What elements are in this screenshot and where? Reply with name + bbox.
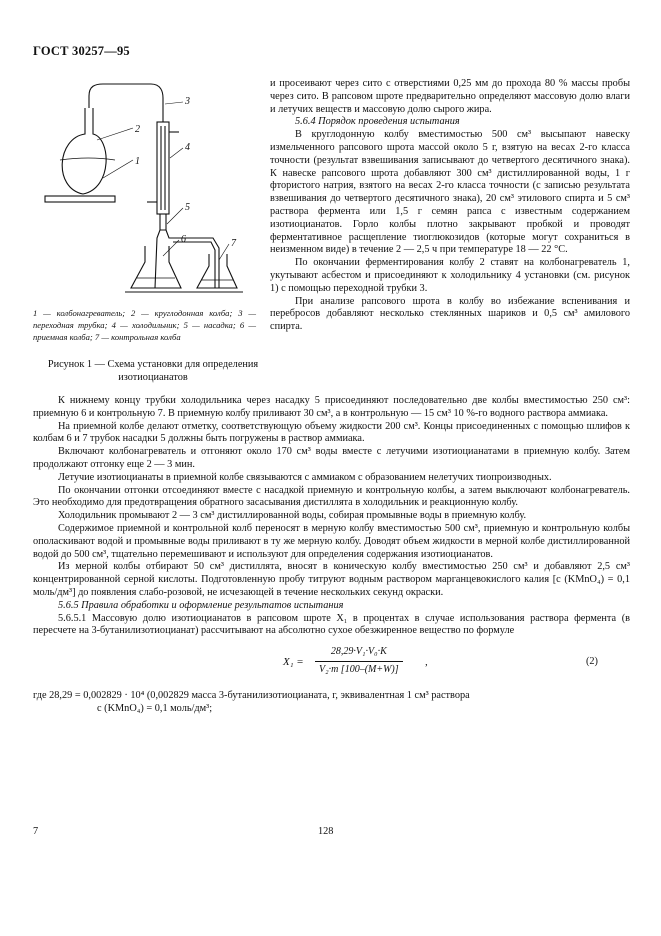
round-flask bbox=[62, 108, 106, 194]
paragraph: На приемной колбе делают отметку, соответствующую объему жидкости 200 см³. Концы присоединенных с помощью шлифов к колбам 6 и 7 трубок насадки 5 должны быть погружены в раствор аммиака. bbox=[33, 420, 630, 445]
section-heading: 5.6.4 Порядок проведения испытания bbox=[295, 116, 460, 128]
paragraph: Из мерной колбы отбирают 50 см³ дистиллята, вносят в коническую колбу вместимостью 250 см³ и добавляют 2,5 см³ концентрированной серной кислоты. Подготовленную пробу титруют водным раствором марганцевокислого калия [с (KMnO₄) = 0,1 моль/дм³] до появления слабо-розовой, не исчезающей в течение нескольких секунд окраски. bbox=[33, 561, 630, 598]
paragraph: и просеивают через сито с отверстиями 0,25 мм до прохода 80 % массы пробы через сито. В рапсовом шроте предварительно определяют массовую долю влаги и летучих веществ и массовую долю сырого жира. bbox=[270, 78, 630, 115]
transfer-tube bbox=[89, 84, 163, 122]
figure-label-5: 5 bbox=[185, 202, 190, 213]
paragraph: К нижнему концу трубки холодильника через насадку 5 присоединяют последовательно две колбы вместимостью 250 см³: приемную 6 и контрольную 7. В приемную колбу приливают 30 см³, а в контрольную — 15 см³ 10 %-го водного раствора аммиака. bbox=[33, 395, 630, 419]
paragraph: Холодильник промывают 2 — 3 см³ дистиллированной воды, собирая промывные воды в приемную колбу. bbox=[58, 510, 527, 522]
formula-denominator: V₂·m [100–(M+W)] bbox=[319, 663, 399, 675]
apparatus-figure bbox=[33, 78, 263, 310]
document-header: ГОСТ 30257—95 bbox=[33, 44, 130, 58]
adapter bbox=[155, 230, 160, 288]
section-heading: 5.6.5 Правила обработки и оформление результатов испытания bbox=[58, 599, 344, 611]
paragraph: По окончании отгонки отсоединяют вместе с насадкой приемную и контрольную колбы, а затем выключают колбонагреватель. Это необходимо для предотвращения обратного засасывания дистиллята в холодильник и реакционную колбу. bbox=[33, 484, 630, 509]
formula-explanation: с (KMnO₄) = 0,1 моль/дм³; bbox=[97, 702, 213, 714]
figure-caption: Рисунок 1 — Схема установки для определения изотиоцианатов bbox=[47, 359, 259, 383]
paragraph: По окончании ферментирования колбу 2 ставят на колбонагреватель 1, укутывают асбестом и присоединяют к холодильнику 4 установки (см. рисунок 1) с помощью переходной трубки 3. bbox=[270, 257, 630, 294]
figure-label-1: 1 bbox=[135, 156, 140, 167]
paragraph: Летучие изотиоцианаты в приемной колбе связываются с аммиаком с образованием нелетучих тиопроизводных. bbox=[58, 471, 552, 483]
formula-suffix: , bbox=[425, 656, 428, 669]
control-flask bbox=[197, 254, 237, 288]
paragraph: В круглодонную колбу вместимостью 500 см³ высыпают навеску измельченного рапсового шрота массой около 5 г, взятую на весах 2-го класса точности (результат взвешивания записывают до четвертого десятичного знака). К навеске рапсового шрота добавляют 300 см³ дистиллированной воды, 1 г фтористого натрия, взятого на весах 2-го класса точности (с записью результата взвешивания до четвертого десятичного знака), 20 см³ этилового спирта и 5 см³ раствора фермента или 1,5 г семян рапса с известным содержанием изотиоцианатов. Горло колбы плотно закрывают пробкой и проводят ферментативное расщепление тиоглюкозидов (которые могут сохраниться в неизменном виде) в течение 2 — 2,5 ч при температуре 18 — 22 °С. bbox=[270, 129, 630, 256]
figure-label-3: 3 bbox=[185, 96, 190, 107]
figure-label-2: 2 bbox=[135, 124, 140, 135]
full-width-text bbox=[33, 395, 630, 716]
apparatus-diagram bbox=[33, 78, 263, 310]
paragraph: Включают колбонагреватель и отгоняют около 170 см³ воды вместе с летучими изотиоцианатами в приемную колбу. Затем продолжают отгонку еще 2 — 3 мин. bbox=[33, 446, 630, 470]
figure-label-7: 7 bbox=[231, 238, 236, 249]
footer-left: 7 bbox=[33, 826, 39, 837]
right-column bbox=[270, 78, 630, 334]
paragraph: Содержимое приемной и контрольной колб переносят в мерную колбу вместимостью 500 см³, приемную и контрольную колбы ополаскивают водой и промывные воды приливают в ту же мерную колбу. Доводят объем жидкости в мерной колбе дистиллированной водой до 500 см³, тщательно перемешивают и используют для определения содержания изотиоцианатов. bbox=[33, 522, 630, 560]
condenser bbox=[157, 122, 169, 214]
paragraph: 5.6.5.1 Массовую долю изотиоцианатов в рапсовом шроте X₁ в процентах в случае использования раствора фермента (в пересчете на 3-бутанилизотиоцианат) рассчитывают на абсолютно сухое обезжиренное вещество по формуле bbox=[33, 612, 630, 637]
paragraph: При анализе рапсового шрота в колбу во избежание вспенивания и перебросов добавляют несколько стеклянных шариков и 0,5 см³ амилового спирта. bbox=[270, 295, 630, 333]
figure-label-4: 4 bbox=[185, 142, 190, 153]
page-number: 128 bbox=[318, 826, 334, 837]
figure-label-6: 6 bbox=[181, 234, 186, 245]
formula-numerator: 28,29·V₁·V₀·K bbox=[330, 646, 387, 658]
formula-2 bbox=[33, 646, 630, 684]
figure-legend: 1 — колбонагреватель; 2 — круглодонная колба; 3 — переходная трубка; 4 — холодильник; 5 — насадка; 6 — приемная колба; 7 — контрольная колба bbox=[33, 308, 256, 342]
formula-number: (2) bbox=[585, 656, 598, 668]
formula-lhs: X₁ = bbox=[283, 656, 304, 669]
heater-plate bbox=[45, 196, 115, 202]
formula-explanation: где 28,29 = 0,002829 · 10⁴ (0,002829 масса 3-бутанилизотиоцианата, г, эквивалентная 1 см³ раствора bbox=[33, 690, 470, 702]
formula-fraction bbox=[315, 646, 403, 677]
